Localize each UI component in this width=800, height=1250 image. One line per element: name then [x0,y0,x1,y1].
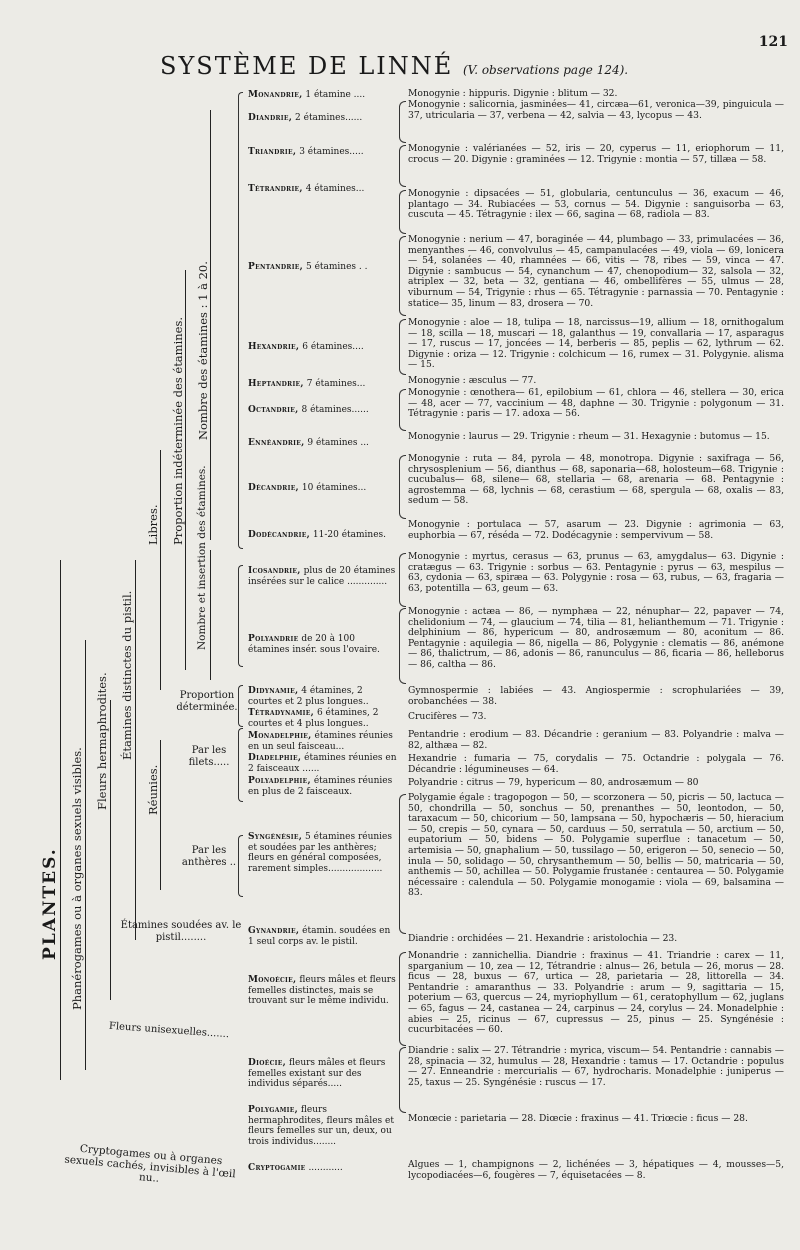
label-plantes: PLANTES. [40,847,60,960]
label-hermaphrodites: Fleurs hermaphrodites. [95,672,109,810]
label-reunies: Réunies. [146,764,160,815]
class-diadelphie: Diadelphie, étamines réunies en 2 faisceaux ...... [248,753,397,774]
class-pentandrie: Pentandrie, 5 étamines . . [248,262,368,272]
page-title [160,52,628,80]
line-nombre [210,110,211,540]
genera-decandrie: Monogynie : ruta — 84, pyrola — 48, monotropa. Digynie : saxifraga — 56, chrysosplenium — 56, dianthus — 68, saponaria—68, holosteum—68. Trigynie : cucubalus— 68, silene— 68, stellaria — 68, arenaria — 68. Pentagynie : agrostemma — 68, lychnis — 68, cerastium — 68, spergula — 68, oxalis — 83, sedum — 58. [408,453,784,507]
line-proportion-indeterminee [185,270,186,670]
genera-didynamie: Gymnospermie : labiées — 43. Angiospermie : scrophulariées — 39, orobanchées — 38. [408,685,784,707]
genera-tetradynamie: Crucifères — 73. [408,711,487,722]
class-tetradynamie: Tétradynamie, 6 étamines, 2 courtes et 4 plus longues.. [248,708,379,729]
genera-monadelphie: Pentandrie : erodium — 83. Décandrie : geranium — 83. Polyandrie : malva — 82, althæa — 82. [408,729,784,751]
class-cryptogamie: Cryptogamie ............ [248,1163,343,1173]
branch-par-filets: Par les filets..... [188,745,230,768]
class-syngenesie: Syngénésie, 5 étamines réunies et soudées par les anthères; fleurs en général composées, rarement simples................... [248,832,393,874]
brace-hexandrie [399,319,406,375]
brace-decandrie [399,455,406,519]
branch-unisexuelles: Fleurs unisexuelles....... [108,1020,230,1041]
genera-pentandrie: Monogynie : nerium — 47, boraginée — 44, plumbago — 33, primulacées — 36, menyanthes — 46, convolvulus — 45, campanulacées — 49, viola — 69, lonicera — 54, solanées — 40, rhamnées — 66, vitis — 78, ribes — 59, vinca — 47. Digynie : sambucus — 54, cynanchum — 47, chenopodium— 32, salsola — 32, atriplex — 32, beta — 32, gentiana — 46, ombellifères — 55, ulmus — 28, viburnum — 54, Trigynie : rhus — 65. Tétragynie : parnassia — 70. Pentagynie : statice— 35, linum — 83, drosera — 70. [408,234,784,309]
genera-cryptogamie: Algues — 1, champignons — 2, lichénées — 3, hépatiques — 4, mousses—5, lycopodiacées—6, fougères — 7, équisetacées — 8. [408,1159,784,1181]
class-triandrie: Triandrie, 3 étamines..... [248,147,364,157]
brace-polyandrie [399,608,406,684]
genera-diadelphie: Hexandrie : fumaria — 75, corydalis — 75. Octandrie : polygala — 76. Décandrie : légumineuses — 64. [408,753,784,775]
label-phanerogames: Phanérogames ou à organes sexuels visibles. [70,747,84,1010]
class-enneandrie: Ennéandrie, 9 étamines ... [248,438,369,448]
line-phanerogames [85,640,86,1070]
genera-heptandrie: Monogynie : æsculus — 77. [408,375,537,386]
genera-hexandrie: Monogynie : aloe — 18, tulipa — 18, narcissus—19, allium — 18, ornithogalum — 18, scilla — 18, muscari — 18, galanthus — 19, convallaria — 17, asparagus — 17, ruscus — 17, joncées — 14, berberis — 85, peplis — 62, lythrum — 62. Digynie : oriza — 12. Trigynie : colchicum — 16, rumex — 31. Polygynie. alisma — 15. [408,317,784,371]
class-dodecandrie: Dodécandrie, 11-20 étamines. [248,530,387,540]
line-plantes [60,560,61,1080]
title-text: SYSTÈME DE LINNÉ [160,52,454,80]
genera-polygamie: Monœcie : parietaria — 28. Diœcie : fraxinus — 41. Triœcie : ficus — 28. [408,1113,748,1124]
genera-diandrie: Monogynie : salicornia, jasminées— 41, circæa—61, veronica—39, pinguicula — 37, utricularia — 37, verbena — 42, salvia — 43, lycopus — 43. [408,99,784,121]
brace-diandrie [399,101,406,143]
bracket-antheres [238,835,243,897]
branch-cryptogames: Cryptogames ou à organes sexuels cachés, invisibles à l'œil nu.. [63,1142,237,1185]
genera-monandrie: Monogynie : hippuris. Digynie : blitum — 32. [408,88,618,99]
class-heptandrie: Heptandrie, 7 étamines... [248,379,366,389]
class-polygamie: Polygamie, fleurs hermaphrodites, fleurs mâles et fleurs femelles sur un, deux, ou trois individus........ [248,1105,394,1147]
brace-octandrie [399,389,406,431]
genera-triandrie: Monogynie : valérianées — 52, iris — 20, cyperus — 11, eriophorum — 11, crocus — 20. Digynie : graminées — 12. Trigynie : montia — 57, tillæa — 58. [408,143,784,165]
label-libres: Libres. [146,504,160,545]
label-nombre: Nombre des étamines : 1 à 20. [196,261,210,440]
line-reunies [160,740,161,890]
class-monadelphie: Monadelphie, étamines réunies en un seul faisceau... [248,731,393,752]
class-octandrie: Octandrie, 8 étamines...... [248,405,369,415]
line-nombre-insertion [210,550,211,680]
brace-dioecie [399,1047,406,1113]
genera-monoecie: Monandrie : zannichellia. Diandrie : fraxinus — 41. Triandrie : carex — 11, sparganium — 10, zea — 12, Tétrandrie : alnus— 26, betula — 26, morus — 28. ficus — 28, buxus — 67, urtica — 28, parietaria — 28, littorella — 34. Pentandrie : amaranthus — 33. Polyandrie : arum — 9, sagittaria — 15, poterium — 63, quercus — 24, myriophyllum — 61, ceratophyllum — 62, juglans — 65, fagus — 24, castanea — 24, carpinus — 24, corylus — 24. Monadelphie : abies — 25, ricinus — 67, cupressus — 25, pinus — 25. Syngénésie : cucurbitacées — 60. [408,950,784,1036]
line-etamines-distinctes [135,560,136,940]
genera-enneandrie: Monogynie : laurus — 29. Trigynie : rheum — 31. Hexagynie : butomus — 15. [408,431,770,442]
bracket-nombre [238,92,243,549]
class-icosandrie: Icosandrie, plus de 20 étamines insérées sur le calice .............. [248,566,396,587]
brace-triandrie [399,145,406,187]
brace-icosandrie [399,553,406,607]
brace-syngenesie [399,794,406,934]
genera-tetrandrie: Monogynie : dipsacées — 51, globularia, centunculus — 36, exacum — 46, plantago — 34. Rubiacées — 53, cornus — 54. Digynie : sanguisorba — 63, cuscuta — 45. Tétragynie : ilex — 66, sagina — 68, radiola — 83. [408,188,784,221]
genera-dodecandrie: Monogynie : portulaca — 57, asarum — 23. Digynie : agrimonia — 63, euphorbia — 67, réséda — 72. Dodécagynie : sempervivum — 58. [408,519,784,541]
genera-syngenesie: Polygamie égale : tragopogon — 50, — scorzonera — 50, picris — 50, lactuca — 50, chondrilla — 50, sonchus — 50, prenanthes — 50, leontodon, — 50, taraxacum — 50, chicorium — 50, lampsana — 50, hypochæris — 50, hieracium — 50, crepis — 50, cynara — 50, carduus — 50, serratula — 50, arctium — 50, eupatorium — 50, bidens — 50. Polygamie superflue : tanacetum — 50, artemisia — 50, gnaphalium — 50, tussilago — 50, erigeron — 50, senecio — 50, inula — 50, solidago — 50, chrysanthemum — 50, bellis — 50, matricaria — 50, anthemis — 50, achillea — 50. Polygamie frustanée : centaurea — 50. Polygamie nécessaire : calendula — 50. Polygamie monogamie : viola — 69, balsamina — 83. [408,792,784,899]
class-diandrie: Diandrie, 2 étamines...... [248,113,363,123]
branch-soudees: Étamines soudées av. le pistil........ [120,920,242,943]
line-hermaphrodites [110,700,111,1000]
class-polyandrie: Polyandrie de 20 à 100 étamines insér. sous l'ovaire. [248,634,380,655]
label-proportion-indeterminee: Proportion indéterminée des étamines. [171,316,185,545]
label-nombre-insertion: Nombre et insertion des étamines. [196,465,208,650]
page-number: 121 [758,34,788,50]
title-note: (V. observations page 124). [462,63,629,77]
class-decandrie: Décandrie, 10 étamines... [248,483,367,493]
branch-par-antheres: Par les anthères .. [181,845,237,868]
line-libres [160,450,161,690]
branch-proportion-determinee: Proportion déterminée. [176,690,238,713]
label-etamines-distinctes: Étamines distinctes du pistil. [120,590,134,760]
class-tetrandrie: Tétrandrie, 4 étamines... [248,184,365,194]
brace-tetrandrie [399,190,406,234]
genera-polyandrie: Monogynie : actæa — 86, — nymphæa — 22, nénuphar— 22, papaver — 74, chelidonium — 74, — glaucium — 74, tilia — 81, helianthemum — 71. Trigynie : delphinium — 86, hypericum — 80, androsæmum — 80, aconitum — 86. Pentagynie : aquilegia — 86, nigella — 86, Polygynie : clematis — 86, anémone — 86, thalictrum, — 86, adonis — 86, ranunculus — 86, ficaria — 86, helleborus — 86, caltha — 86. [408,606,784,670]
genera-octandrie: Monogynie : œnothera— 61, epilobium — 61, chlora — 46, stellera — 30, erica — 48, acer — 77, vaccinium — 48, daphne — 30. Trigynie : polygonum — 31. Tétragynie : paris — 17. adoxa — 56. [408,387,784,420]
class-monandrie: Monandrie, 1 étamine .... [248,90,366,100]
brace-pentandrie [399,236,406,316]
class-dioecie: Dioécie, fleurs mâles et fleurs femelles existant sur des individus séparés..... [248,1058,386,1089]
genera-dioecie: Diandrie : salix — 27. Tétrandrie : myrica, viscum— 54. Pentandrie : cannabis — 28, spinacia — 32, humulus — 28, Hexandrie : tamus — 17. Octandrie : populus — 27. Enneandrie : mercurialis — 67, hydrocharis. Monadelphie : juniperus — 25, taxus — 25. Syngénésie : ruscus — 17. [408,1045,784,1088]
genera-gynandrie: Diandrie : orchidées — 21. Hexandrie : aristolochia — 23. [408,933,678,944]
class-gynandrie: Gynandrie, étamin. soudées en 1 seul corps av. le pistil. [248,926,391,947]
class-didynamie: Didynamie, 4 étamines, 2 courtes et 2 plus longues.. [248,686,369,707]
bracket-determinee [238,685,243,727]
genera-polyadelphie: Polyandrie : citrus — 79, hypericum — 80, androsæmum — 80 [408,777,699,788]
brace-monoecie [399,952,406,1046]
class-polyadelphie: Polyadelphie, étamines réunies en plus de 2 faisceaux. [248,776,393,797]
bracket-filets [238,728,243,802]
class-monoecie: Monoécie, fleurs mâles et fleurs femelles distinctes, mais se trouvant sur le même individu. [248,975,396,1006]
genera-icosandrie: Monogynie : myrtus, cerasus — 63, prunus — 63, amygdalus— 63. Digynie : cratægus — 63. Trigynie : sorbus — 63. Pentagynie : pyrus — 63, mespilus — 63, cydonia — 63, spiræa — 63. Polygynie : rosa — 63, rubus, — 63, fragaria — 63, potentilla — 63, geum — 63. [408,551,784,594]
bracket-insertion [238,565,243,667]
class-hexandrie: Hexandrie, 6 étamines.... [248,342,364,352]
